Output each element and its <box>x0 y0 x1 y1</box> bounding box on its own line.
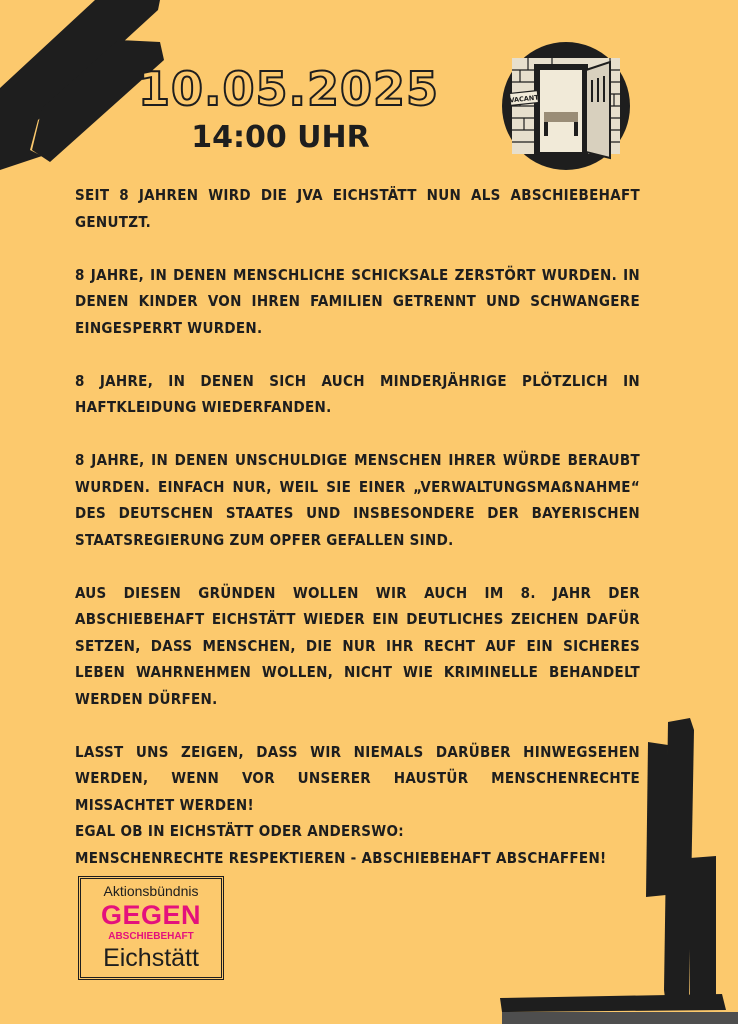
closing-line-2: MENSCHENRECHTE RESPEKTIEREN - ABSCHIEBEHAFT ABSCHAFFEN! <box>75 848 607 867</box>
event-date: 10.05.2025 <box>138 62 440 116</box>
prison-cell-icon <box>500 40 632 172</box>
vacant-sign: VACANT <box>509 93 540 105</box>
organisation-logo <box>78 876 224 980</box>
paragraph-2: 8 JAHRE, IN DENEN MENSCHLICHE SCHICKSALE ZERSTÖRT WURDEN. IN DENEN KINDER VON IHREN FAMILIEN GETRENNT UND SCHWANGERE EINGESPERRT WURDEN. <box>75 265 640 337</box>
paragraph-4: 8 JAHRE, IN DENEN UNSCHULDIGE MENSCHEN IHRER WÜRDE BERAUBT WURDEN. EINFACH NUR, WEIL SIE EINER „VERWALTUNGSMAẞNAHME“ DES DEUTSCHEN STAATES UND INSBESONDERE DER BAYERISCHEN STAATSREGIERUNG ZUM OPFER GEFALLEN SIND. <box>75 451 640 549</box>
logo-line-eichstaett: Eichstätt <box>103 944 199 972</box>
bottom-gray-strip <box>502 1012 738 1024</box>
paragraph-3: 8 JAHRE, IN DENEN SICH AUCH MINDERJÄHRIGE PLÖTZLICH IN HAFTKLEIDUNG WIEDERFANDEN. <box>75 371 640 416</box>
logo-line-gegen: GEGEN <box>100 900 202 930</box>
closing-line-1: EGAL OB IN EICHSTÄTT ODER ANDERSWO: <box>75 822 404 840</box>
paragraph-6: LASST UNS ZEIGEN, DASS WIR NIEMALS DARÜBER HINWEGSEHEN WERDEN, WENN VOR UNSERER HAUSTÜR MENSCHENRECHTE MISSACHTET WERDEN! <box>75 742 640 814</box>
poster-body <box>75 182 640 871</box>
logo-line-abschiebehaft: ABSCHIEBEHAFT <box>108 931 194 942</box>
paragraph-1: SEIT 8 JAHREN WIRD DIE JVA EICHSTÄTT NUN ALS ABSCHIEBEHAFT GENUTZT. <box>75 186 640 231</box>
paragraph-5: AUS DIESEN GRÜNDEN WOLLEN WIR AUCH IM 8. JAHR DER ABSCHIEBEHAFT EICHSTÄTT WIEDER EIN DEUTLICHES ZEICHEN DAFÜR SETZEN, DASS MENSCHEN, DIE NUR IHR RECHT AUF EIN SICHERES LEBEN WAHRNEHMEN WOLLEN, NICHT WIE KRIMINELLE BEHANDELT WERDEN DÜRFEN. <box>75 583 640 708</box>
event-time: 14:00 UHR <box>191 120 370 155</box>
logo-line-aktionsbuendnis: Aktionsbündnis <box>103 883 199 899</box>
